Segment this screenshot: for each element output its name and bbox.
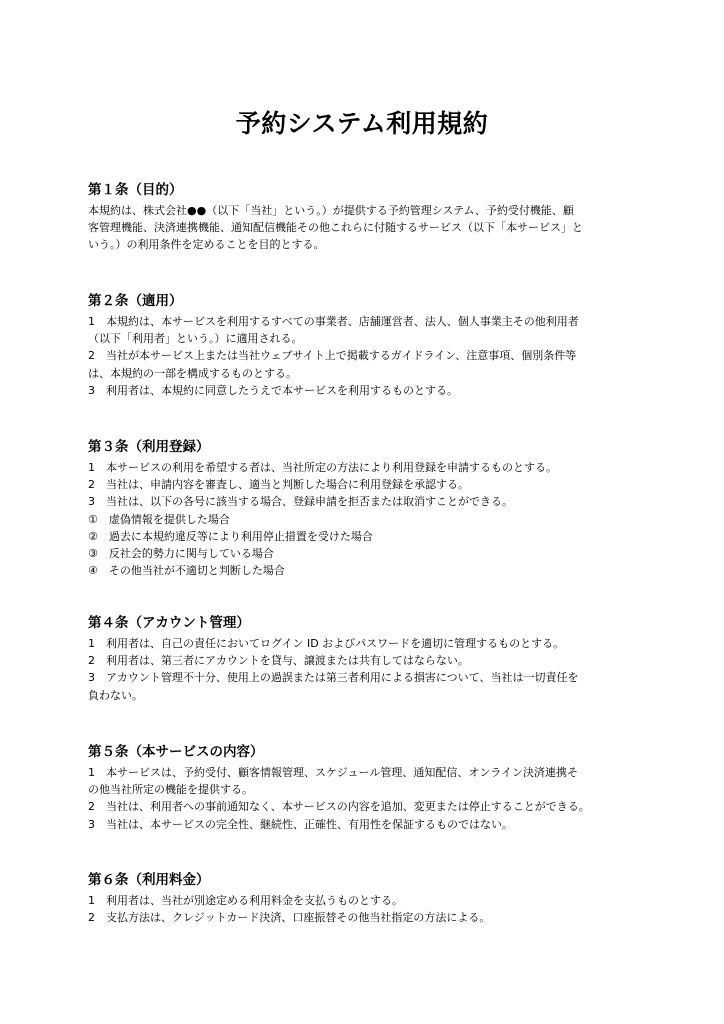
article-line: 1 利用者は、自己の責任においてログイン ID およびパスワードを適切に管理するものとする。: [88, 637, 565, 650]
article-line: 1 本サービスは、予約受付、顧客情報管理、スケジュール管理、通知配信、オンライン決済連携そ: [88, 766, 579, 779]
article-line: 2 支払方法は、クレジットカード決済、口座振替その他当社指定の方法による。: [88, 911, 491, 925]
article-line: 本規約は、株式会社●●（以下「当社」という。）が提供する予約管理システム、予約受付機能、顧: [88, 204, 574, 217]
article-line: 1 本規約は、本サービスを利用するすべての事業者、店舗運営者、法人、個人事業主その他利用者: [88, 315, 579, 328]
article-heading: 第５条（本サービスの内容）: [88, 744, 264, 760]
article-line: 2 当社が本サービス上または当社ウェブサイト上で掲載するガイドライン、注意事項、個別条件等: [88, 349, 577, 363]
article-line: 客管理機能、決済連携機能、通知配信機能その他これらに付随するサービス（以下「本サービス」と: [88, 221, 583, 235]
article-line: 2 当社は、利用者への事前通知なく、本サービスの内容を追加、変更または停止することができる。: [88, 800, 590, 814]
article-heading: 第３条（利用登録）: [88, 439, 210, 455]
article-3: [88, 438, 648, 579]
article-heading: 第６条（利用料金）: [88, 872, 210, 888]
article-line: 3 アカウント管理不十分、使用上の過誤または第三者利用による損害について、当社は一切責任を: [88, 671, 579, 685]
article-5: [88, 743, 648, 833]
article-heading: 第２条（適用）: [88, 293, 183, 309]
article-2: [88, 292, 648, 399]
article-heading: 第４条（アカウント管理）: [88, 615, 250, 631]
article-line: 3 当社は、本サービスの完全性、継続性、正確性、有用性を保証するものではない。: [88, 817, 513, 831]
list-item: ④ その他当社が不適切と判断した場合: [88, 564, 285, 578]
article-4: [88, 614, 648, 704]
article-line: は、本規約の一部を構成するものとする。: [88, 366, 297, 380]
article-line: 負わない。: [88, 688, 143, 702]
article-heading: 第１条（目的）: [88, 182, 183, 198]
article-line: 2 当社は、申請内容を審査し、適当と判断した場合に利用登録を承認する。: [88, 478, 469, 492]
article-line: いう。）の利用条件を定めることを目的とする。: [88, 238, 325, 252]
article-line: 3 利用者は、本規約に同意したうえで本サービスを利用するものとする。: [88, 383, 458, 397]
article-line: 2 利用者は、第三者にアカウントを貸与、譲渡または共有してはならない。: [88, 654, 469, 668]
article-line: 1 本サービスの利用を希望する者は、当社所定の方法により利用登録を申請するものとする。: [88, 461, 557, 474]
article-1: [88, 181, 648, 254]
article-line: 3 当社は、以下の各号に該当する場合、登録申請を拒否または取消すことができる。: [88, 495, 513, 509]
article-line: の他当社所定の機能を提供する。: [88, 783, 253, 797]
list-item: ② 過去に本規約違反等により利用停止措置を受けた場合: [88, 529, 373, 543]
list-item: ③ 反社会的勢力に関与している場合: [88, 547, 274, 561]
article-line: 1 利用者は、当社が別途定める利用料金を支払うものとする。: [88, 894, 403, 907]
article-line: （以下「利用者」という。）に適用される。: [88, 332, 303, 346]
list-item: ① 虚偽情報を提供した場合: [88, 512, 230, 526]
article-6: [88, 871, 648, 926]
document-title: 予約システム利用規約: [235, 109, 489, 138]
